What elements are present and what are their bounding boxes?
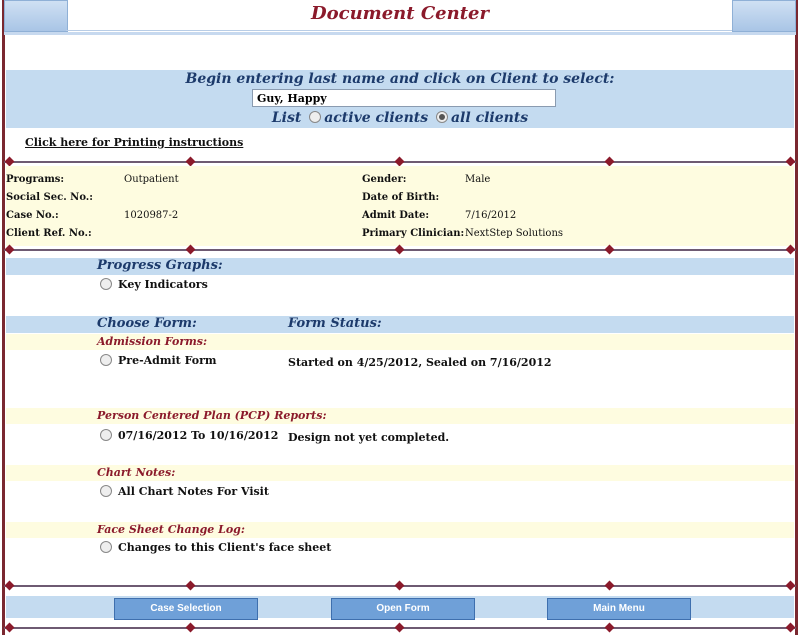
chart-notes-label: All Chart Notes For Visit (118, 485, 269, 498)
case-selection-button[interactable]: Case Selection (114, 598, 258, 620)
primary-clinician-value: NextStep Solutions (465, 228, 564, 239)
active-clients-label: active clients (324, 110, 429, 126)
case-no-label: Case No.: (6, 210, 59, 221)
chart-notes-option[interactable] (100, 485, 269, 499)
page-title: Document Center (66, 0, 734, 31)
divider-diamond (395, 157, 405, 167)
client-info-panel (6, 166, 794, 246)
chart-notes-category: Chart Notes: (97, 466, 176, 479)
open-form-button[interactable]: Open Form (331, 598, 475, 620)
divider-diamond (5, 623, 15, 633)
progress-graphs-title: Progress Graphs: (97, 258, 223, 273)
face-sheet-label: Changes to this Client's face sheet (118, 541, 332, 554)
header-underline (4, 32, 796, 35)
face-sheet-option[interactable] (100, 541, 331, 555)
ssn-label: Social Sec. No.: (6, 192, 93, 203)
choose-form-title: Choose Form: (97, 316, 197, 331)
divider-footer (4, 627, 796, 629)
header-left-tab (4, 0, 68, 32)
dob-label: Date of Birth: (362, 192, 440, 203)
divider-bottom (4, 585, 796, 587)
programs-value: Outpatient (124, 174, 179, 185)
list-label: List (271, 110, 302, 126)
admission-forms-category: Admission Forms: (97, 335, 208, 348)
divider-diamond (186, 623, 196, 633)
face-sheet-category: Face Sheet Change Log: (97, 523, 245, 536)
divider-diamond (5, 581, 15, 591)
pre-admit-form-label: Pre-Admit Form (118, 354, 217, 367)
printing-instructions-link[interactable]: Click here for Printing instructions (25, 136, 244, 149)
divider-diamond (605, 623, 615, 633)
client-search-input[interactable] (252, 89, 556, 107)
all-clients-radio[interactable] (436, 111, 448, 123)
main-menu-button[interactable]: Main Menu (547, 598, 691, 620)
primary-clinician-label: Primary Clinician: (362, 228, 465, 239)
pcp-report-radio[interactable] (100, 429, 112, 441)
divider-diamond (5, 245, 15, 255)
pre-admit-form-radio[interactable] (100, 354, 112, 366)
pcp-report-status: Design not yet completed. (288, 431, 450, 444)
all-clients-label: all clients (450, 110, 529, 126)
client-ref-label: Client Ref. No.: (6, 228, 92, 239)
divider-diamond (395, 623, 405, 633)
divider-diamond (186, 581, 196, 591)
client-search-panel (6, 70, 794, 128)
divider-diamond (186, 157, 196, 167)
right-frame-border (795, 0, 798, 635)
divider-diamond (605, 581, 615, 591)
admit-date-value: 7/16/2012 (465, 210, 517, 221)
client-list-filter (6, 110, 794, 126)
header (0, 0, 800, 36)
face-sheet-radio[interactable] (100, 541, 112, 553)
form-status-title: Form Status: (288, 316, 382, 331)
header-right-tab (732, 0, 796, 32)
divider-diamond (786, 581, 796, 591)
chart-notes-radio[interactable] (100, 485, 112, 497)
programs-label: Programs: (6, 174, 65, 185)
key-indicators-option[interactable] (100, 278, 208, 292)
divider-top (4, 161, 796, 163)
divider-diamond (186, 245, 196, 255)
gender-value: Male (465, 174, 491, 185)
case-no-value: 1020987-2 (124, 210, 179, 221)
key-indicators-label: Key Indicators (118, 278, 208, 291)
left-frame-border (2, 0, 5, 635)
divider-diamond (786, 623, 796, 633)
divider-diamond (5, 157, 15, 167)
search-prompt: Begin entering last name and click on Client to select: (185, 71, 615, 87)
divider-diamond (786, 245, 796, 255)
admit-date-label: Admit Date: (362, 210, 430, 221)
divider-info-bottom (4, 249, 796, 251)
divider-diamond (395, 245, 405, 255)
pre-admit-form-status: Started on 4/25/2012, Sealed on 7/16/2012 (288, 356, 552, 369)
pcp-reports-category: Person Centered Plan (PCP) Reports: (97, 409, 327, 422)
active-clients-radio[interactable] (309, 111, 321, 123)
pcp-report-label: 07/16/2012 To 10/16/2012 (118, 429, 279, 442)
key-indicators-radio[interactable] (100, 278, 112, 290)
pre-admit-form-option[interactable] (100, 354, 217, 368)
divider-diamond (605, 245, 615, 255)
gender-label: Gender: (362, 174, 407, 185)
pcp-report-option[interactable] (100, 429, 278, 443)
divider-diamond (605, 157, 615, 167)
divider-diamond (395, 581, 405, 591)
divider-diamond (786, 157, 796, 167)
